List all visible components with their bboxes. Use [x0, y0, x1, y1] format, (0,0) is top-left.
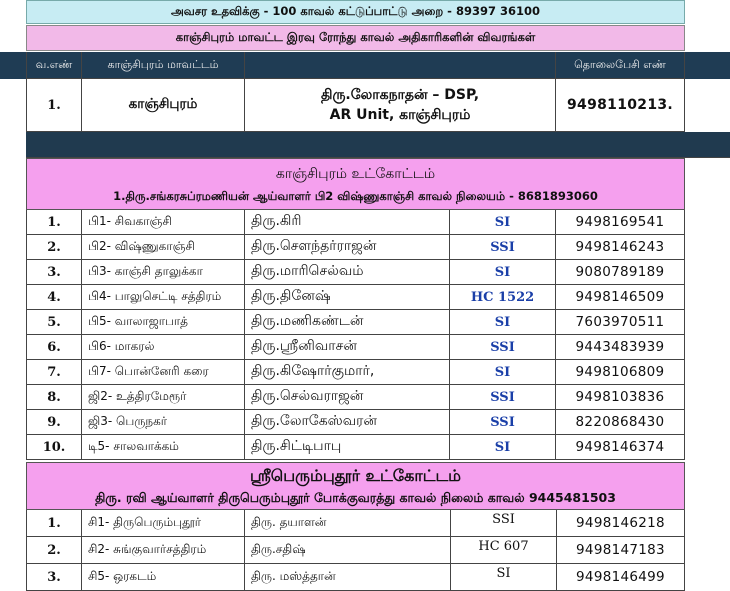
- cell-sno: 3.: [26, 564, 82, 591]
- section-divider: [26, 132, 730, 158]
- cell-station: ஜி3- பெருநகர்: [82, 410, 245, 435]
- cell-officer: திரு.சிட்டிபாபு: [245, 435, 450, 460]
- cell-station: பி2- விஷ்ணுகாஞ்சி: [82, 235, 245, 260]
- cell-phone: 9498106809: [556, 360, 685, 385]
- cell-officer: திரு.கிரி: [245, 210, 450, 235]
- cell-phone: 9498146499: [557, 564, 685, 591]
- cell-sno: 8.: [26, 385, 82, 410]
- header-phone: தொலைபேசி எண்: [556, 52, 685, 79]
- cell-officer: திரு.சௌந்தர்ராஜன்: [245, 235, 450, 260]
- cell-phone: 7603970511: [556, 310, 685, 335]
- cell-sno: 1.: [26, 510, 82, 537]
- cell-officer: திரு.மாரிசெல்வம்: [245, 260, 450, 285]
- table-row: [0, 360, 730, 385]
- dsp-row: [0, 79, 730, 132]
- header-officer: [245, 52, 556, 79]
- dsp-district: காஞ்சிபுரம்: [82, 79, 245, 132]
- cell-phone: 9498146218: [557, 510, 685, 537]
- dsp-phone: 9498110213.: [556, 79, 685, 132]
- table-row: [0, 235, 730, 260]
- table-row: [0, 510, 730, 537]
- cell-sno: 9.: [26, 410, 82, 435]
- table-row: [0, 537, 730, 564]
- cell-rank: SI: [450, 435, 556, 460]
- cell-station: டி5- சாலவாக்கம்: [82, 435, 245, 460]
- dsp-sno: 1.: [26, 79, 82, 132]
- cell-rank: SSI: [450, 335, 556, 360]
- cell-phone: 9498103836: [556, 385, 685, 410]
- section2-subtitle: திரு. ரவி ஆய்வாளர் திருபெரும்புதூர் போக்குவரத்து காவல் நிலைம் காவல் 9445481503: [95, 490, 616, 505]
- cell-phone: 9498146374: [556, 435, 685, 460]
- cell-officer: திரு.லோகேஸ்வரன்: [245, 410, 450, 435]
- cell-officer: திரு. மஸ்த்தான்: [245, 564, 451, 591]
- cell-rank: SI: [450, 260, 556, 285]
- helpline-text: அவசர உதவிக்கு - 100 காவல் கட்டுப்பாட்டு அறை - 89397 36100: [171, 4, 540, 18]
- cell-station: சி5- ஒரகடம்: [82, 564, 245, 591]
- helpline-bar: [26, 0, 685, 24]
- cell-sno: 5.: [26, 310, 82, 335]
- table-row: [0, 435, 730, 460]
- cell-station: பி6- மாகரல்: [82, 335, 245, 360]
- cell-rank: SI: [450, 360, 556, 385]
- cell-rank: HC 607: [451, 537, 557, 564]
- cell-officer: திரு.கிஷோர்குமார்,: [245, 360, 450, 385]
- cell-rank: HC 1522: [450, 285, 556, 310]
- cell-rank: SSI: [450, 385, 556, 410]
- cell-phone: 8220868430: [556, 410, 685, 435]
- section1-subtitle: 1.திரு.சங்கரசுப்ரமணியன் ஆய்வாளர் பி2 விஷ்ணுகாஞ்சி காவல் நிலையம் - 8681893060: [113, 189, 598, 203]
- dsp-officer-line1: திரு.லோகநாதன் – DSP,: [320, 87, 480, 103]
- cell-sno: 10.: [26, 435, 82, 460]
- cell-station: பி5- வாலாஜாபாத்: [82, 310, 245, 335]
- header-sno: வ.எண்: [26, 52, 82, 79]
- cell-officer: திரு.ஸ்ரீனிவாசன்: [245, 335, 450, 360]
- table-row: [0, 210, 730, 235]
- cell-sno: 2.: [26, 537, 82, 564]
- cell-station: பி4- பாலுசெட்டி சத்திரம்: [82, 285, 245, 310]
- table-row: [0, 385, 730, 410]
- table-row: [0, 260, 730, 285]
- cell-sno: 6.: [26, 335, 82, 360]
- dsp-officer-line2: AR Unit, காஞ்சிபுரம்: [329, 107, 471, 123]
- district-title: காஞ்சிபுரம் மாவட்ட இரவு ரோந்து காவல் அதிகாரிகளின் விவரங்கள்: [26, 25, 685, 51]
- table-row: [0, 310, 730, 335]
- cell-station: ஜி2- உத்திரமேரூர்: [82, 385, 245, 410]
- cell-sno: 2.: [26, 235, 82, 260]
- cell-officer: திரு. தயாளன்: [245, 510, 451, 537]
- cell-officer: திரு.தினேஷ்: [245, 285, 450, 310]
- table-row: [0, 285, 730, 310]
- cell-officer: திரு.செல்வராஜன்: [245, 385, 450, 410]
- cell-station: பி1- சிவகாஞ்சி: [82, 210, 245, 235]
- table-header: [0, 52, 730, 79]
- cell-sno: 3.: [26, 260, 82, 285]
- header-district: காஞ்சிபுரம் மாவட்டம்: [82, 52, 245, 79]
- cell-rank: SSI: [451, 510, 557, 537]
- table-row: [0, 564, 730, 591]
- section2-header: [26, 462, 685, 510]
- cell-station: பி3- காஞ்சி தாலுக்கா: [82, 260, 245, 285]
- section1-title: காஞ்சிபுரம் உட்கோட்டம்: [275, 166, 436, 182]
- table-row: [0, 410, 730, 435]
- section2-title: ஸ்ரீபெரும்புதூர் உட்கோட்டம்: [249, 466, 462, 485]
- cell-officer: திரு.மணிகண்டன்: [245, 310, 450, 335]
- cell-rank: SI: [450, 310, 556, 335]
- cell-officer: திரு.சதிஷ்: [245, 537, 451, 564]
- cell-phone: 9443483939: [556, 335, 685, 360]
- cell-phone: 9080789189: [556, 260, 685, 285]
- cell-phone: 9498169541: [556, 210, 685, 235]
- cell-phone: 9498146509: [556, 285, 685, 310]
- dsp-officer: [245, 79, 556, 132]
- cell-sno: 4.: [26, 285, 82, 310]
- cell-rank: SSI: [450, 235, 556, 260]
- cell-phone: 9498147183: [557, 537, 685, 564]
- cell-phone: 9498146243: [556, 235, 685, 260]
- cell-rank: SI: [451, 564, 557, 591]
- cell-sno: 1.: [26, 210, 82, 235]
- cell-station: பி7- பொன்னேரி கரை: [82, 360, 245, 385]
- cell-station: சி1- திருபெரும்புதூர்: [82, 510, 245, 537]
- cell-rank: SSI: [450, 410, 556, 435]
- table-row: [0, 335, 730, 360]
- cell-station: சி2- சுங்குவார்சத்திரம்: [82, 537, 245, 564]
- cell-rank: SI: [450, 210, 556, 235]
- section1-header: [26, 158, 685, 210]
- cell-sno: 7.: [26, 360, 82, 385]
